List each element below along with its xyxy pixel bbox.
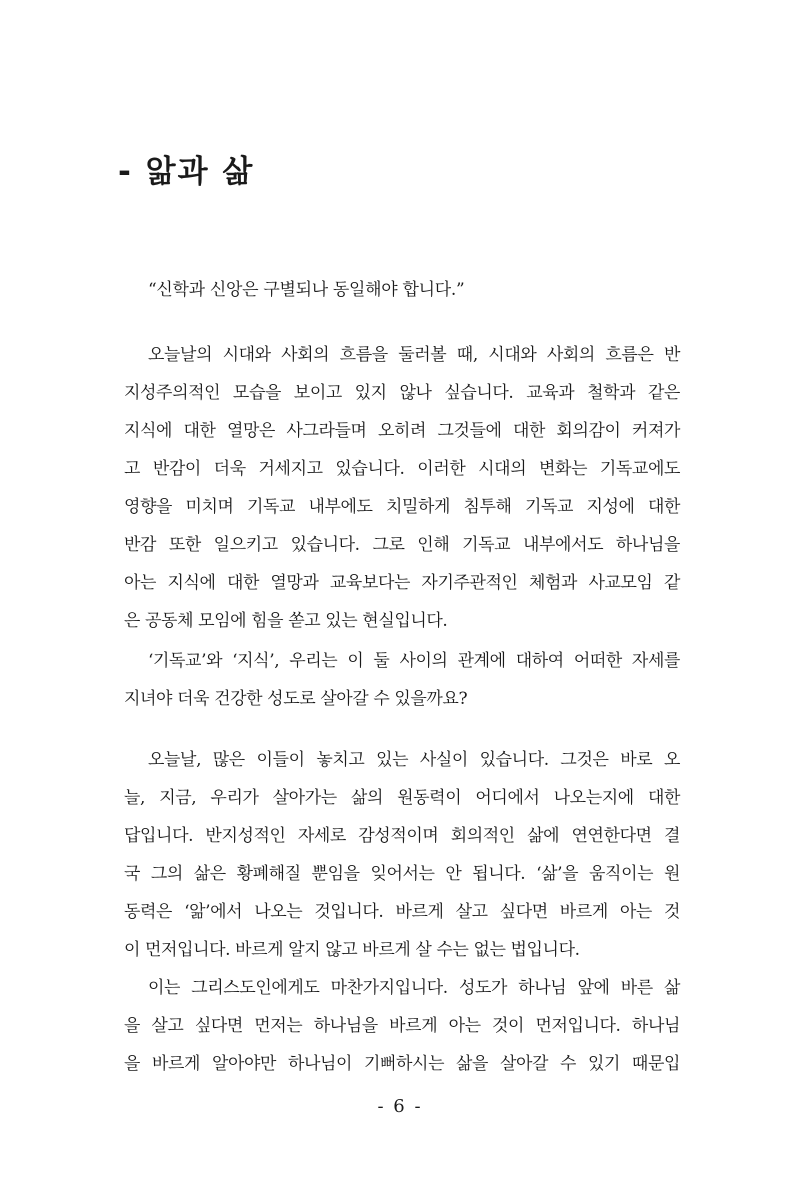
text-line: 오늘날, 많은 이들이 놓치고 있는 사실이 있습니다. 그것은 바로 오 (148, 750, 680, 770)
text-line: 지성주의적인 모습을 보이고 있지 않나 싶습니다. 교육과 철학과 같은 (124, 383, 680, 403)
text-line: 은 공동체 모임에 힘을 쏟고 있는 현실입니다. (124, 611, 448, 631)
body-paragraph-2 (124, 642, 680, 718)
text-line: 지식에 대한 열망은 사그라들며 오히려 그것들에 대한 회의감이 커져가 (124, 421, 680, 441)
text-line: 을 바르게 알아야만 하나님이 기뻐하시는 삶을 살아갈 수 있기 때문입 (124, 1054, 680, 1074)
text-line: 지녀야 더욱 건강한 성도로 살아갈 수 있을까요? (124, 689, 468, 709)
text-line: 반감 또한 일으키고 있습니다. 그로 인해 기독교 내부에서도 하나님을 (124, 535, 680, 555)
text-line: ‘기독교’와 ‘지식’, 우리는 이 둘 사이의 관계에 대하여 어떠한 자세를 (148, 651, 680, 671)
body-paragraph-3 (124, 741, 680, 969)
body-paragraph-1 (124, 336, 680, 640)
text-line: 이 먼저입니다. 바르게 알지 않고 바르게 살 수는 없는 법입니다. (124, 940, 580, 960)
text-line: 동력은 ‘앎’에서 나오는 것입니다. 바르게 살고 싶다면 바르게 아는 것 (124, 902, 680, 922)
text-line: 답입니다. 반지성적인 자세로 감성적이며 회의적인 삶에 연연한다면 결 (124, 826, 680, 846)
text-line: 아는 지식에 대한 열망과 교육보다는 자기주관적인 체험과 사교모임 같 (124, 573, 680, 593)
text-line: 영향을 미치며 기독교 내부에도 치밀하게 침투해 기독교 지성에 대한 (124, 497, 680, 517)
section-title: - 앎과 삶 (118, 154, 255, 190)
text-line: 을 살고 싶다면 먼저는 하나님을 바르게 아는 것이 먼저입니다. 하나님 (124, 1016, 680, 1036)
page-number: - 6 - (377, 1096, 423, 1117)
text-line: 국 그의 삶은 황폐해질 뿐임을 잊어서는 안 됩니다. ‘삶’을 움직이는 원 (124, 864, 680, 884)
text-line: 늘, 지금, 우리가 살아가는 삶의 원동력이 어디에서 나오는지에 대한 (124, 788, 680, 808)
body-paragraph-4 (124, 969, 680, 1083)
text-line: 오늘날의 시대와 사회의 흐름을 둘러볼 때, 시대와 사회의 흐름은 반 (148, 345, 680, 365)
text-line: 고 반감이 더욱 거세지고 있습니다. 이러한 시대의 변화는 기독교에도 (124, 459, 680, 479)
epigraph-quote: “신학과 신앙은 구별되나 동일해야 합니다.” (148, 280, 465, 300)
text-line: 이는 그리스도인에게도 마찬가지입니다. 성도가 하나님 앞에 바른 삶 (148, 978, 680, 998)
